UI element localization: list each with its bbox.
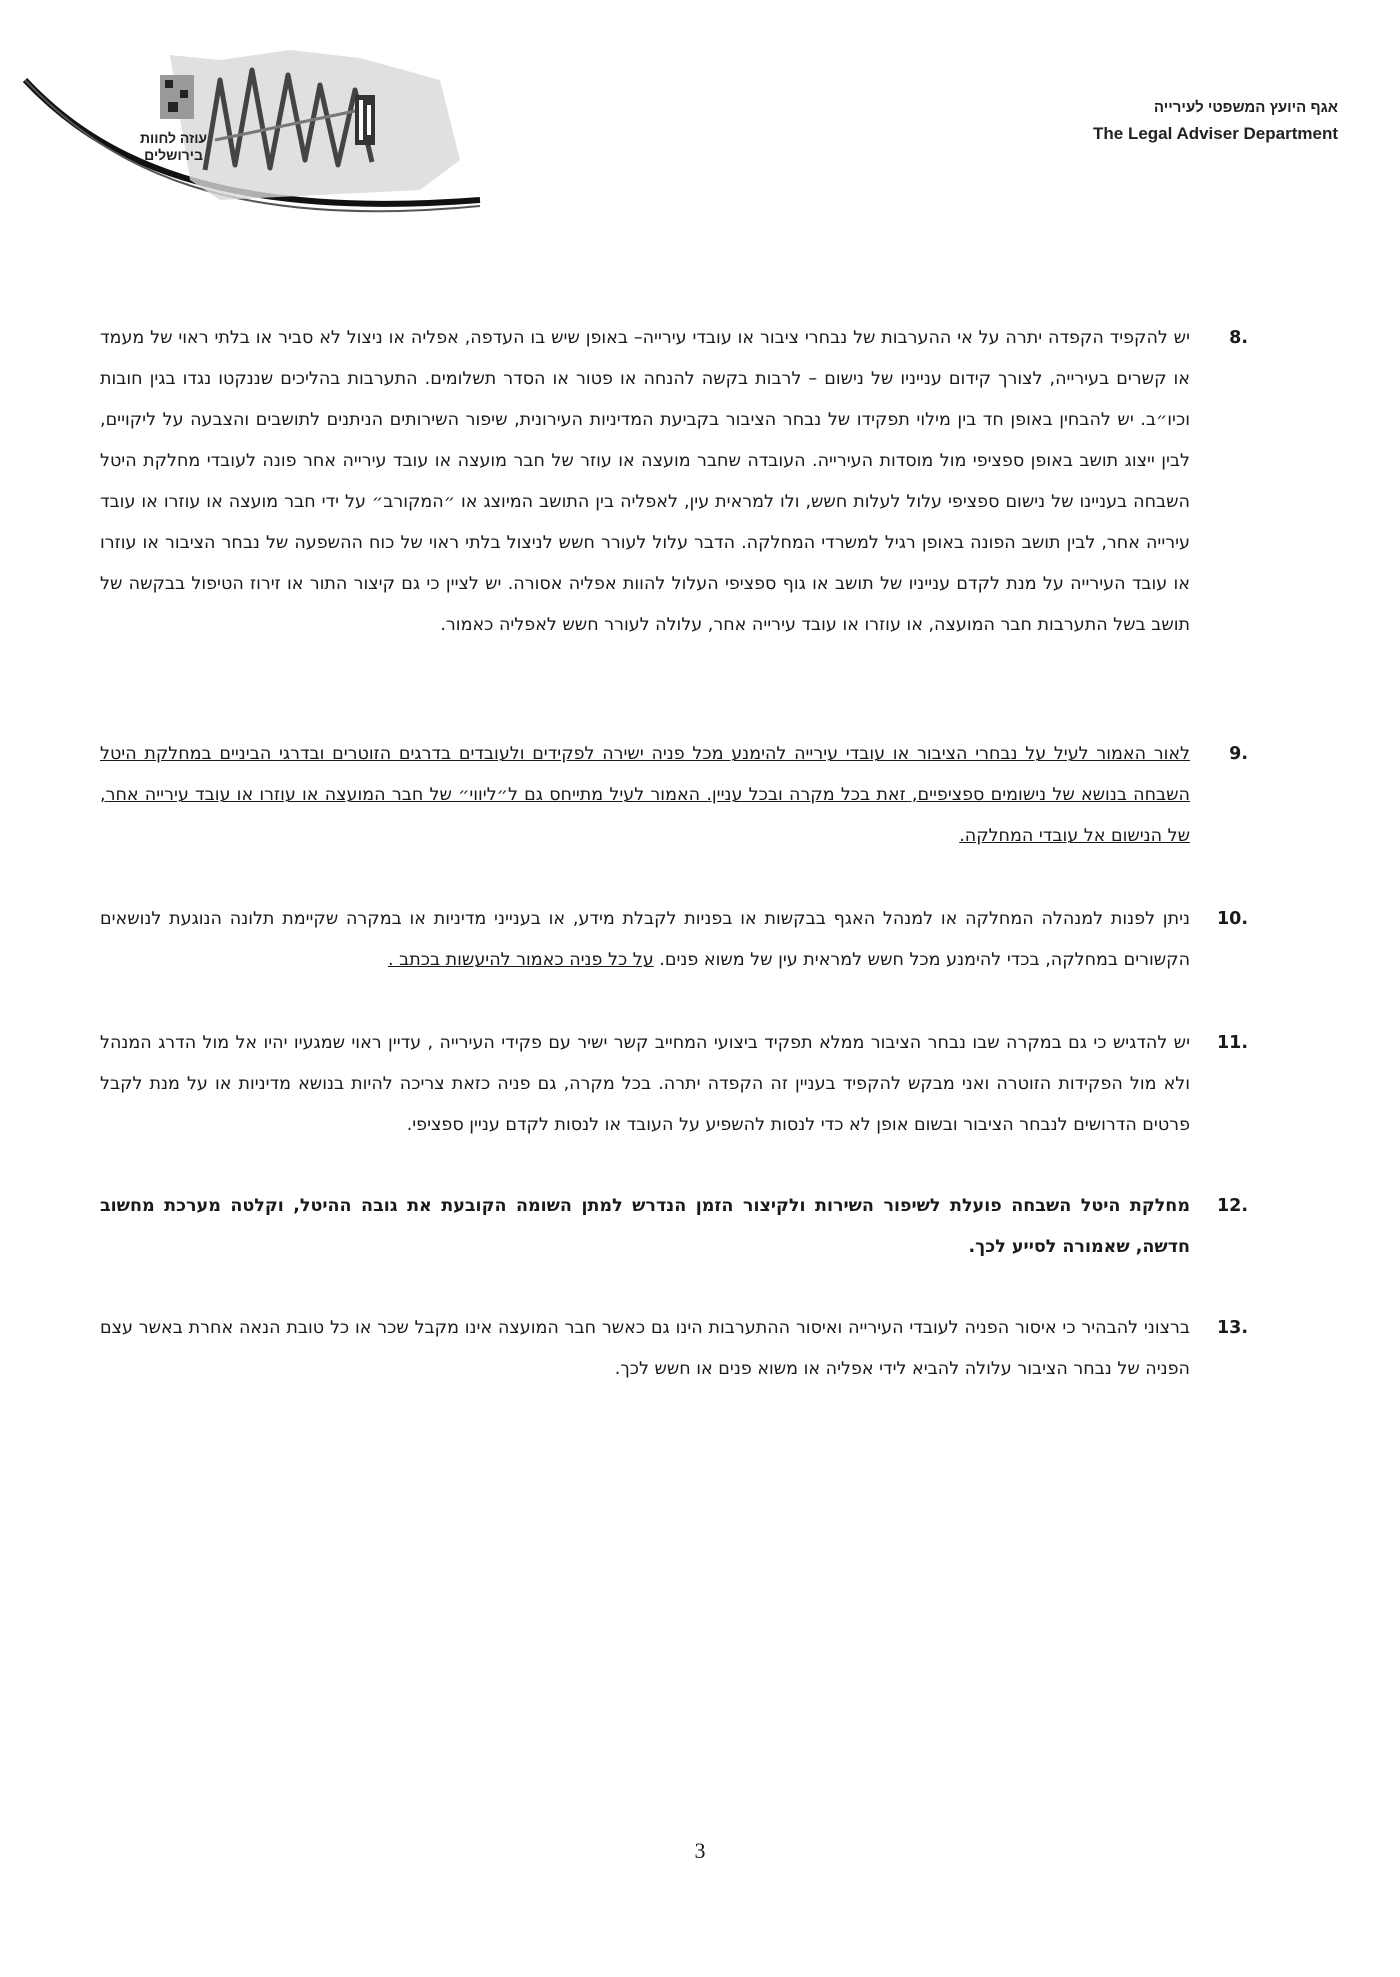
letterhead <box>0 0 1400 240</box>
paragraph-number: 13. <box>1216 1318 1248 1338</box>
paragraph-number: 8. <box>1229 328 1248 348</box>
paragraph-text: מחלקת היטל השבחה פועלת לשיפור השירות ולקיצור הזמן הנדרש למתן השומה הקובעת את גובה ההיטל, וקלטה מערכת מחשוב חדשה, שאמורה לסייע לכך. <box>100 1196 1190 1257</box>
paragraph-11 <box>100 1023 1248 1146</box>
paragraph-12 <box>100 1186 1248 1268</box>
paragraph-text: לאור האמור לעיל על נבחרי הציבור או עובדי עירייה להימנע מכל פניה ישירה לפקידים ולעובדים בדרגים הזוטרים ובדרגי הביניים במחלקת היטל השבחה בנושא של נישומים ספציפיים, זאת בכל מקרה ובכל עניין. האמור לעיל מתייחס גם ל״ליווי״ של חבר המועצה או עוזרו או עובד עירייה אחר, של הנישום אל עובדי המחלקה. <box>100 744 1190 846</box>
paragraph-8 <box>100 318 1248 646</box>
jerusalem-logo <box>20 50 490 250</box>
paragraph-text: יש להדגיש כי גם במקרה שבו נבחר הציבור ממלא תפקיד ביצועי המחייב קשר ישיר עם פקידי העירייה , עדיין ראוי שמגעיו יהיו אל מול הדרג המנהל ולא מול הפקידות הזוטרה ואני מבקש להקפיד בעניין זה הקפדה יתרה. בכל מקרה, גם פניה כזאת צריכה להיות בנושא מדיניות או על מנת לקבל פרטים הדרושים לנבחר הציבור ובשום אופן לא כדי לנסות להשפיע על העובד או לנסות לקדם עניין ספציפי. <box>100 1033 1190 1135</box>
paragraph-10 <box>100 899 1248 981</box>
paragraph-text: ניתן לפנות למנהלה המחלקה או למנהל האגף בבקשות או בפניות לקבלת מידע, או בענייני מדיניות או במקרה שקיימת תלונה הנוגעת לנושאים הקשורים במחלקה, בכדי להימנע מכל חשש למראית עין של משוא פנים. <box>100 909 1190 970</box>
paragraph-text-underlined: על כל פניה כאמור להיעשות בכתב . <box>387 950 654 970</box>
department-name-hebrew: אגף היועץ המשפטי לעירייה <box>1153 99 1338 116</box>
paragraph-number: 11. <box>1216 1033 1248 1053</box>
paragraph-text: ברצוני להבהיר כי איסור הפניה לעובדי העירייה ואיסור ההתערבות הינו גם כאשר חבר המועצה אינו מקבל שכר או כל טובת הנאה אחרת באשר עצם הפניה של נבחר הציבור עלולה להביא לידי אפליה או משוא פנים או חשש לכך. <box>100 1318 1190 1379</box>
department-name-english: The Legal Adviser Department <box>1093 124 1338 143</box>
logo-text-line-1: עוזה לחוות <box>140 130 208 146</box>
page-number: 3 <box>694 1838 706 1863</box>
department-name <box>1093 95 1338 147</box>
logo-text <box>140 130 207 164</box>
logo-text-line-2: בירושלים <box>144 147 203 163</box>
paragraph-13 <box>100 1308 1248 1390</box>
logo-graphic-icon <box>20 50 490 250</box>
letter-body <box>100 318 1248 1390</box>
paragraph-number: 12. <box>1216 1196 1248 1216</box>
paragraph-text: יש להקפיד הקפדה יתרה על אי ההערבות של נבחרי ציבור או עובדי עירייה– באופן שיש בו העדפה, אפליה או ניצול לא סביר או בלתי ראוי של מעמד או קשרים בעירייה, לצורך קידום ענייניו של נישום – לרבות בקשה להנחה או פטור או הסדר תשלומים. התערבות בהליכים שננקטו נגדו בגין חובות וכיו״ב. יש להבחין באופן חד בין מילוי תפקידו של נבחר הציבור בקביעת המדיניות העירונית, שיפור השירותים הניתנים לתושבים והצבעה על ליקויים, לבין ייצוג תושב באופן ספציפי מול מוסדות העירייה. העובדה שחבר מועצה או עוזר של חבר מועצה או עובד עירייה אחר פונה לעובדי מחלקת היטל השבחה בעניינו של נישום ספציפי עלול לעלות חשש, ולו למראית עין, לאפליה בין התושב המיוצג או ״המקורב״ על ידי חבר מועצה או עוזרו או עובד עירייה אחר, לבין תושב הפונה באופן רגיל למשרדי המחלקה. הדבר עלול לעורר חשש לניצול בלתי ראוי של כוח ההשפעה של נבחר הציבור או עוזרו או עובד העירייה על מנת לקדם ענייניו של תושב או גוף ספציפי העלול להוות אפליה אסורה. יש לציין כי גם קיצור התור או זירוז הטיפול בבקשה של תושב בשל התערבות חבר המועצה, או עוזרו או עובד עירייה אחר, עלולה לעורר חשש לאפליה כאמור. <box>100 328 1190 635</box>
paragraph-number: 9. <box>1229 744 1248 764</box>
paragraph-number: 10. <box>1216 909 1248 929</box>
paragraph-9 <box>100 734 1248 857</box>
